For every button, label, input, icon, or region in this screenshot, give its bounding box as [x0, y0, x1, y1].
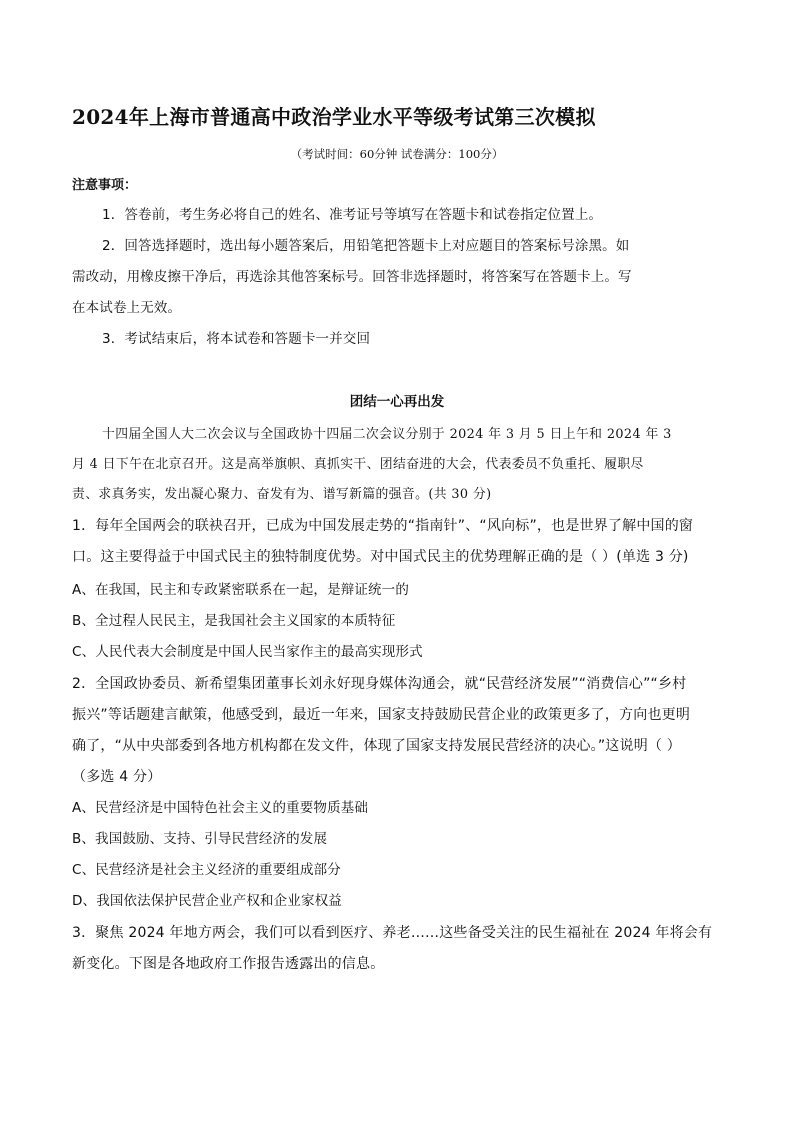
question-1-option-a: A、在我国，民主和专政紧密联系在一起，是辩证统一的 — [72, 582, 409, 598]
question-2-option-c: C、民营经济是社会主义经济的重要组成部分 — [72, 862, 341, 878]
question-2-line-4: （多选 4 分） — [72, 769, 162, 785]
exam-title: 2024年上海市普通高中政治学业水平等级考试第三次模拟 — [72, 105, 596, 129]
section-title: 团结一心再出发 — [349, 394, 445, 410]
question-2-line-3: 确了，“从中央部委到各地方机构都在发文件，体现了国家支持发展民营经济的决心。”这说明（ ） — [72, 738, 681, 754]
section-intro-line-2: 月 4 日下午在北京召开。这是高举旗帜、真抓实干、团结奋进的大会，代表委员不负重托、履职尽 — [72, 457, 644, 472]
question-2-line-2: 振兴”等话题建言献策，他感受到，最近一年来，国家支持鼓励民营企业的政策更多了，方向也更明 — [72, 707, 691, 723]
notice-item-3: 3．考试结束后，将本试卷和答题卡一并交回 — [102, 331, 371, 347]
section-intro-line-3: 责、求真务实，发出凝心聚力、奋发有为、谱写新篇的强音。(共 30 分) — [72, 487, 492, 502]
notice-heading: 注意事项： — [72, 178, 138, 193]
question-2-line-1: 2．全国政协委员、新希望集团董事长刘永好现身媒体沟通会，就“民营经济发展”“消费信心”“乡村 — [72, 676, 687, 692]
question-2-option-b: B、我国鼓励、支持、引导民营经济的发展 — [72, 831, 328, 847]
notice-item-2-line-3: 在本试卷上无效。 — [72, 300, 182, 316]
question-1-line-1: 1．每年全国两会的联袂召开，已成为中国发展走势的“指南针”、“风向标”，也是世界了解中国的窗 — [72, 518, 694, 534]
question-1-option-c: C、人民代表大会制度是中国人民当家作主的最高实现形式 — [72, 644, 423, 660]
section-intro-line-1: 十四届全国人大二次会议与全国政协十四届二次会议分别于 2024 年 3 月 5 日上午和 2024 年 3 — [102, 427, 672, 442]
question-3-line-1: 3．聚焦 2024 年地方两会，我们可以看到医疗、养老……这些备受关注的民生福祉在 2024 年将会有 — [72, 925, 713, 941]
question-2-option-a: A、民营经济是中国特色社会主义的重要物质基础 — [72, 800, 369, 816]
question-2-option-d: D、我国依法保护民营企业产权和企业家权益 — [72, 893, 342, 909]
question-3-line-2: 新变化。下图是各地政府工作报告透露出的信息。 — [72, 956, 385, 972]
question-1-option-b: B、全过程人民民主，是我国社会主义国家的本质特征 — [72, 613, 396, 629]
exam-subtitle: （考试时间：60分钟 试卷满分：100分） — [290, 147, 504, 161]
question-1-line-2: 口。这主要得益于中国式民主的独特制度优势。对中国式民主的优势理解正确的是（ ）(单选 3 分) — [72, 549, 689, 565]
notice-item-1: 1．答卷前，考生务必将自己的姓名、准考证号等填写在答题卡和试卷指定位置上。 — [102, 207, 603, 223]
notice-item-2-line-1: 2．回答选择题时，选出每小题答案后，用铅笔把答题卡上对应题目的答案标号涂黑。如 — [102, 238, 630, 254]
notice-item-2-line-2: 需改动，用橡皮擦干净后，再选涂其他答案标号。回答非选择题时，将答案写在答题卡上。写 — [72, 269, 632, 285]
